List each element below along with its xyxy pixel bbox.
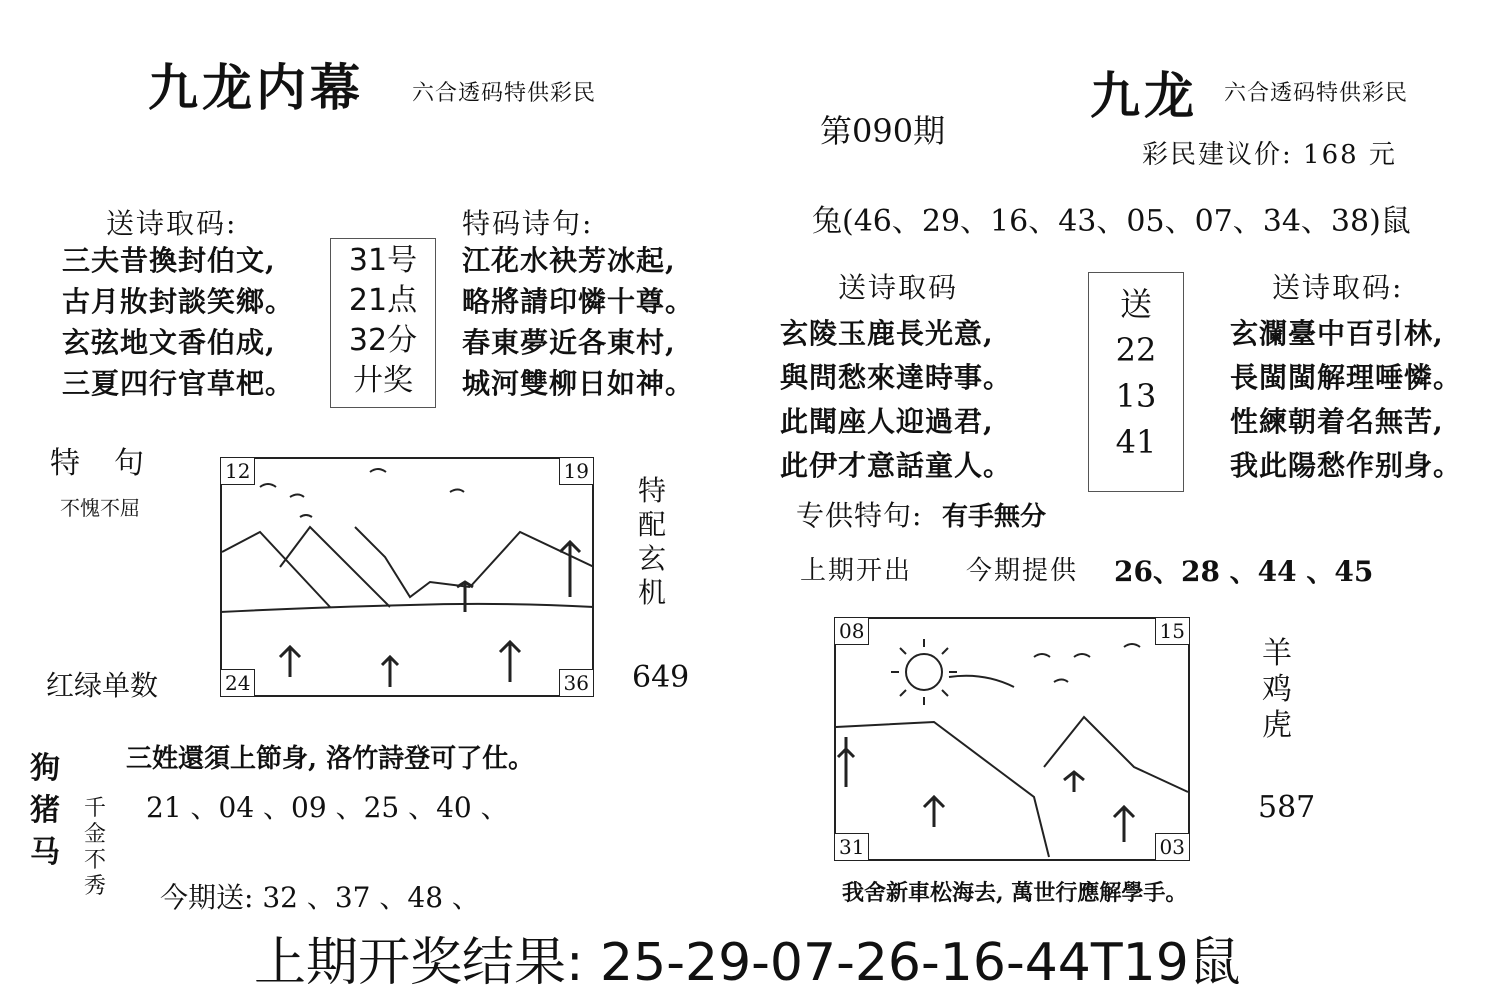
- sun-icon: [906, 654, 942, 690]
- poem-line: 玄陵玉鹿長光意,: [780, 317, 994, 350]
- right-poem-right: [1230, 312, 1462, 488]
- right-poem-line: 我舍新車松海去, 萬世行應解學手。: [842, 880, 1188, 906]
- landscape-drawing: [220, 457, 594, 697]
- left-side-vertical: [638, 474, 666, 610]
- poem-line: 此聞座人迎過君,: [780, 405, 994, 438]
- landscape-drawing: [834, 617, 1190, 861]
- vertical-char: 特: [638, 474, 667, 507]
- mid-box-line: 32分: [348, 323, 418, 358]
- issue-number: 第090期: [820, 112, 946, 150]
- left-side-number: 649: [632, 660, 690, 695]
- box-line: 41: [1115, 423, 1157, 461]
- right-landscape: [834, 617, 1190, 861]
- vertical-char: 马: [30, 835, 60, 870]
- right-poem-header-left: 送诗取码: [838, 271, 959, 304]
- corner-bl: 24: [220, 669, 255, 697]
- this-period-label: 今期提供: [966, 556, 1079, 586]
- poem-line: 玄瀾臺中百引林,: [1230, 317, 1444, 350]
- left-poem: [62, 240, 294, 404]
- vertical-char: 猪: [30, 793, 60, 828]
- left-poem-header: 送诗取码:: [106, 207, 238, 240]
- teju-label: 特 句: [50, 446, 146, 481]
- right-poem-left: [780, 312, 1012, 488]
- hongly-label: 红绿单数: [46, 669, 159, 702]
- poem-line: 春東夢近各東村,: [462, 326, 676, 359]
- animals-vertical: [30, 748, 60, 874]
- box-line: 22: [1115, 331, 1157, 369]
- corner-tl: 08: [834, 617, 869, 645]
- poem-line: 三夫昔換封伯文,: [62, 244, 276, 277]
- price: 彩民建议价: 168 元: [1142, 140, 1397, 170]
- vertical-char: 鸡: [1262, 672, 1292, 707]
- poem-line: 性練朝着名無苦,: [1230, 405, 1444, 438]
- left-mid-box: [330, 238, 436, 408]
- last-period-label: 上期开出: [800, 556, 913, 586]
- left-numbers-line: 21 、04 、09 、25 、40 、: [146, 791, 509, 824]
- right-side-number: 587: [1258, 790, 1316, 825]
- poem-line: 與問愁來達時事。: [780, 361, 1013, 394]
- vertical-char: 不: [84, 848, 107, 873]
- poem-line: 略將請印憐十尊。: [462, 285, 695, 318]
- vertical-char: 配: [638, 508, 667, 541]
- corner-br: 36: [559, 669, 594, 697]
- right-poem-header-right: 送诗取码:: [1272, 271, 1404, 304]
- right-box: [1088, 272, 1184, 492]
- right-side-vertical: [1262, 636, 1292, 744]
- poem-line: 城河雙柳日如神。: [462, 367, 695, 400]
- left-title: 九龙内幕: [148, 58, 364, 117]
- special-text: 有手無分: [942, 502, 1047, 532]
- poem-line: 三夏四行官草杷。: [62, 367, 295, 400]
- vertical-char: 金: [84, 822, 107, 847]
- mid-box-line: 31号: [348, 243, 418, 278]
- box-line: 送: [1119, 285, 1152, 323]
- qianjin-vertical: [84, 796, 106, 900]
- corner-tr: 15: [1155, 617, 1190, 645]
- right-subtitle: 六合透码特供彩民: [1224, 81, 1409, 106]
- corner-br: 03: [1155, 833, 1190, 861]
- poem-line: 玄弦地文香伯成,: [62, 326, 276, 359]
- corner-bl: 31: [834, 833, 869, 861]
- vertical-char: 虎: [1262, 708, 1292, 743]
- right-title: 九龙: [1090, 66, 1198, 125]
- left-poem-line: 三姓還須上節身, 洛竹詩登可了仕。: [126, 744, 535, 774]
- poem-line: 此伊才意話童人。: [780, 449, 1013, 482]
- vertical-char: 羊: [1262, 636, 1292, 671]
- left-landscape: [220, 457, 594, 697]
- corner-tr: 19: [559, 457, 594, 485]
- mid-box-line: 21点: [348, 283, 418, 318]
- poem-line: 古月妝封談笑鄉。: [62, 285, 295, 318]
- corner-tl: 12: [220, 457, 255, 485]
- mid-box-line: 廾奖: [353, 363, 413, 398]
- poem-line: 長閩閩解理唾憐。: [1230, 361, 1463, 394]
- tema-header: 特码诗句:: [462, 207, 594, 240]
- zodiac-numbers: 兔(46、29、16、43、05、07、34、38)鼠: [812, 204, 1411, 239]
- vertical-char: 千: [84, 796, 107, 821]
- vertical-char: 玄: [638, 542, 667, 575]
- poem-line: 江花水袂芳冰起,: [462, 244, 676, 277]
- vertical-char: 秀: [84, 874, 107, 899]
- last-draw-result: 上期开奖结果: 25-29-07-26-16-44T19鼠: [254, 933, 1241, 993]
- poem-line: 我此陽愁作别身。: [1230, 449, 1463, 482]
- this-period-numbers: 26、28 、44 、45: [1114, 555, 1374, 588]
- vertical-char: 机: [638, 576, 667, 609]
- left-subtitle: 六合透码特供彩民: [412, 81, 597, 106]
- box-line: 13: [1115, 377, 1157, 415]
- teju-text: 不愧不屈: [60, 496, 140, 520]
- special-label: 专供特句:: [796, 499, 923, 532]
- jinqi-line: 今期送: 32 、37 、48 、: [160, 881, 480, 914]
- tema-poem: [462, 240, 694, 404]
- vertical-char: 狗: [30, 751, 60, 786]
